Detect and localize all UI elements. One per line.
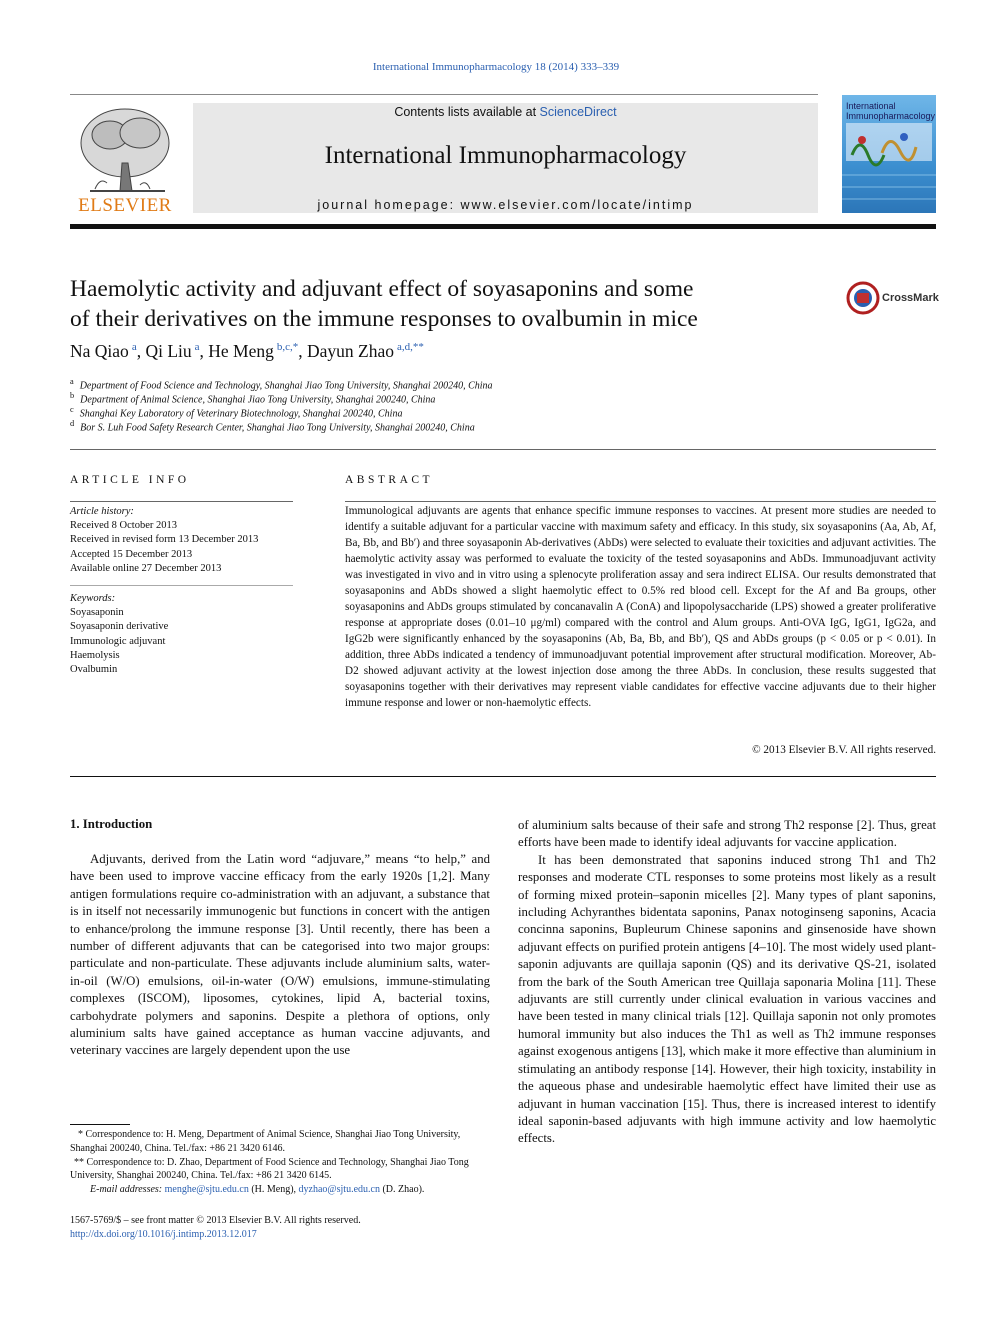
author-name[interactable]: Qi Liu — [145, 341, 192, 361]
article-info-heading: ARTICLE INFO — [70, 474, 190, 486]
crossmark-badge[interactable] — [846, 281, 939, 315]
elsevier-wordmark: ELSEVIER — [78, 195, 172, 216]
article-history — [70, 505, 295, 576]
abstract-bottom-rule — [70, 776, 936, 777]
intro-left-column — [70, 851, 490, 1060]
cover-title-line1: International — [846, 101, 896, 111]
keyword: Soyasaponin — [70, 607, 124, 619]
intro-right-column — [518, 817, 936, 1148]
contents-line — [193, 105, 818, 119]
author-affiliation-mark[interactable]: a,d,** — [397, 341, 424, 354]
cover-title-line2: Immunopharmacology — [846, 111, 936, 121]
affiliation-divider — [70, 449, 936, 450]
author-separator: , — [136, 341, 146, 361]
affiliation-c: $^c$ Shanghai Key Laboratory of Veterinary Biotechnology, Shanghai 200240, China — [70, 405, 403, 420]
header-bottom-rule — [70, 224, 936, 229]
keywords-label: Keywords: — [70, 593, 116, 604]
crossmark-icon — [846, 281, 880, 315]
author-name[interactable]: Dayun Zhao — [307, 341, 395, 361]
journal-title: International Immunopharmacology — [324, 142, 687, 169]
article-info-rule — [70, 501, 293, 502]
author-list — [70, 341, 424, 362]
title-line2: of their derivatives on the immune responses to ovalbumin in mice — [70, 306, 698, 332]
email-label: E-mail addresses: — [90, 1184, 163, 1196]
front-matter — [70, 1214, 361, 1242]
footnote-corresponding-2: ** Correspondence to: D. Zhao, Department of Food Science and Technology, Shanghai Jiao Tong University, Shanghai 200240, China. Tel./fax: +86 21 3420 6145. — [70, 1156, 469, 1182]
crossmark-label: CrossMark — [882, 292, 939, 304]
keyword: Immunologic adjuvant — [70, 635, 166, 647]
abstract-heading: ABSTRACT — [345, 474, 434, 486]
journal-homepage[interactable]: journal homepage: www.elsevier.com/locate/intimp — [317, 198, 694, 212]
history-label: Article history: — [70, 506, 134, 517]
cover-title — [846, 101, 936, 121]
footnote-emails — [70, 1183, 490, 1197]
keywords — [70, 592, 295, 677]
affiliation-b: $^b$ Department of Animal Science, Shanghai Jiao Tong University, Shanghai 200240, China — [70, 391, 436, 406]
history-received: Received 8 October 2013 — [70, 520, 178, 532]
author-affiliation-mark[interactable]: a — [131, 341, 137, 354]
author-affiliation-mark[interactable]: a — [194, 341, 200, 354]
footnote-rule — [70, 1124, 130, 1125]
header-top-rule — [70, 94, 818, 95]
issn-line: 1567-5769/$ – see front matter © 2013 Elsevier B.V. All rights reserved. — [70, 1215, 361, 1226]
author-name[interactable]: Na Qiao — [70, 341, 129, 361]
abstract-copyright: © 2013 Elsevier B.V. All rights reserved. — [752, 744, 936, 756]
affiliation-d: $^d$ Bor S. Luh Food Safety Research Center, Shanghai Jiao Tong University, Shanghai 200240, China — [70, 419, 475, 434]
history-online: Available online 27 December 2013 — [70, 562, 222, 574]
abstract-text: Immunological adjuvants are agents that enhance specific immune responses to vaccines. At present more studies are needed to identify a suitable adjuvant for a particular vaccine with maximum safety and efficacy. In this study, six soyasaponins (Aa, Ab, Af, Ba, Bb, and Bb′) and three soyasaponin Ab-derivatives (AbDs) were selected to evaluate their toxicities and adjuvant activities. The haemolytic activity assay was performed to evaluate the toxicity of the tested soyasaponins and AbDs. Immunoadjuvant activity was investigated in vivo and in vitro using a splenocyte proliferation assay and sera indirect ELISA. Our results demonstrated that soyasaponins and AbDs showed a slight haemolytic effect to 0.5% red blood cell. Except for the Af and Ba groups, other soyasaponins and AbDs groups stimulated by concanavalin A (ConA) and lipopolysaccharide (LPS) showed a greater proliferative response at appropriate doses (0.01–10 μg/ml) compared with the control and Alum groups. Anti-OVA IgG, IgG1, IgG2a, and IgG2b were significantly enhanced by the soyasaponins (Ab, Ba, Bb, and Bb′), QS and AbDs groups (p < 0.05 or p < 0.01). In addition, three AbDs indicated a tendency of immunoadjuvant potential improvement after structural modification. Moreover, Ab-D2 showed adjuvant activity at the lowest injection dose among the three AbDs. In conclusion, these results suggested that soyasaponins together with their derivatives may represent viable candidates for effective vaccine adjuvants due to their higher immune response and lower or non-haemolytic effects. — [345, 505, 936, 709]
contents-prefix: Contents lists available at — [394, 105, 540, 119]
intro-paragraph-2: It has been demonstrated that saponins induced strong Th1 and Th2 responses and moderate CTL responses to some proteins most likely as a result of forming mixed protein–saponin micelles [2]. Many types of plant saponins, including Achyranthes bidentata saponins, Panax notoginseng saponins, Acacia concinna saponins, Bupleurum Chinese saponins and ginsenoside have shown adjuvant effects on purified protein antigens [4–10]. The most widely used plant-saponin adjuvants are quillaja saponin (QS) and its derivative QS-21, isolated from the bark of the South American tree Quillaja saponaria Molina [11]. These adjuvants are still currently under clinical evaluation in various vaccines and have been tested in many clinical trials [12]. Quillaja saponin not only promotes humoral immunity but also induces the Th1 as well as Th2 immune responses against exogenous antigens [13], which make it more effective than aluminium in stimulating an antibody response [14]. However, their high toxicity, instability in the aqueous phase and undesirable haemolytic effect have limited their use as adjuvant in human vaccination [15]. Thus, there is increased interest to identify ideal saponin-based adjuvants with high immune activity and low haemolytic effects. — [518, 852, 936, 1146]
author-name[interactable]: He Meng — [208, 341, 274, 361]
affiliation-a: $^a$ Department of Food Science and Technology, Shanghai Jiao Tong University, Shanghai 200240, China — [70, 377, 493, 392]
keyword: Soyasaponin derivative — [70, 621, 169, 633]
title-line1: Haemolytic activity and adjuvant effect of soyasaponins and some — [70, 276, 694, 302]
sciencedirect-link[interactable]: ScienceDirect — [539, 105, 617, 119]
intro-paragraph-1: Adjuvants, derived from the Latin word “adjuvare,” means “to help,” and have been used to improve vaccine efficacy from the early 1920s [1,2]. Many antigen formulations require co-administration with an adjuvant, a substance that is in itself not necessarily immunogenic but functions in concert with the antigen to enhance/prolong the immune response [3]. Until recently, there has been a number of different adjuvants that can be categorised into two major groups: particulate and non-particulate. These adjuvants include aluminium salts, water-in-oil (W/O) emulsions, oil-in-water (O/W) emulsions, immune-stimulating complexes (ISCOM), liposomes, cytokines, lipid A, bacterial toxins, carbohydrate polymers and saponins. Despite a plethora of options, only aluminium salts have gained acceptance as human vaccine adjuvants, and veterinary vaccines are largely dependent upon the use — [70, 852, 490, 1058]
author-separator: , — [199, 341, 209, 361]
email-link-meng[interactable]: menghe@sjtu.edu.cn — [164, 1184, 249, 1196]
author-separator: , — [298, 341, 308, 361]
history-revised: Received in revised form 13 December 2013 — [70, 534, 259, 546]
section-heading-introduction: 1. Introduction — [70, 817, 153, 831]
keyword: Haemolysis — [70, 649, 120, 661]
history-accepted: Accepted 15 December 2013 — [70, 548, 193, 560]
email-owner-zhao: (D. Zhao). — [379, 1184, 425, 1196]
doi-link[interactable]: http://dx.doi.org/10.1016/j.intimp.2013.12.017 — [70, 1229, 257, 1240]
footnotes — [70, 1128, 490, 1197]
abstract-rule — [345, 501, 936, 502]
article-title — [70, 274, 810, 334]
author-affiliation-mark[interactable]: b,c,* — [276, 341, 299, 354]
footnote-corresponding-1: * Correspondence to: H. Meng, Department of Animal Science, Shanghai Jiao Tong University, Shanghai 200240, China. Tel./fax: +86 21 3420 6146. — [70, 1129, 461, 1154]
journal-reference[interactable]: International Immunopharmacology 18 (2014) 333–339 — [372, 61, 620, 73]
intro-paragraph-1-cont: of aluminium salts because of their safe and strong Th2 response [2]. Thus, great efforts have been made to identify ideal adjuvants for vaccine application. — [518, 818, 936, 850]
email-owner-meng: (H. Meng), — [248, 1184, 299, 1196]
keyword: Ovalbumin — [70, 664, 118, 676]
keywords-rule — [70, 585, 293, 586]
email-link-zhao[interactable]: dyzhao@sjtu.edu.cn — [298, 1184, 380, 1196]
